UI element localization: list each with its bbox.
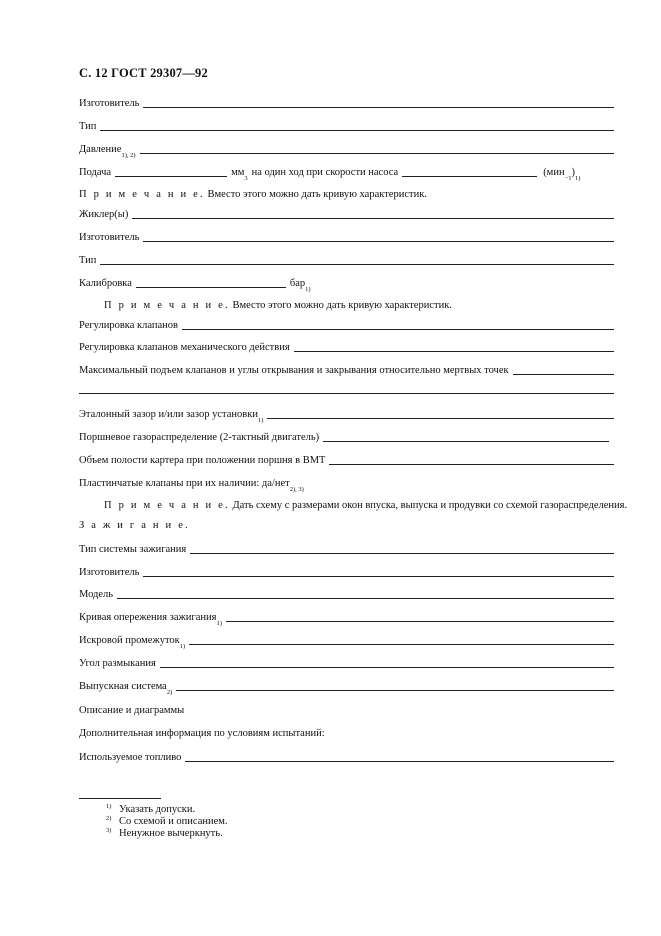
field-description bbox=[79, 699, 614, 717]
field-fuel bbox=[79, 746, 614, 764]
blank-line[interactable] bbox=[294, 351, 614, 352]
section-title: З а ж и г а н и е. bbox=[79, 520, 190, 531]
blank-line[interactable] bbox=[176, 690, 614, 691]
page-header: С. 12 ГОСТ 29307—92 bbox=[79, 66, 208, 80]
note-label: П р и м е ч а н и е. bbox=[104, 300, 230, 311]
blank-line[interactable] bbox=[140, 153, 614, 154]
field-manufacturer bbox=[79, 92, 614, 110]
field-additional-info bbox=[79, 722, 614, 740]
field-label: Изготовитель bbox=[79, 232, 140, 243]
field-dwell-angle bbox=[79, 652, 614, 670]
field-label: Жиклер(ы) bbox=[79, 209, 129, 220]
field-type bbox=[79, 115, 614, 133]
field-label: Калибровка bbox=[79, 278, 132, 289]
blank-line[interactable] bbox=[117, 598, 614, 599]
field-pressure: Давление 1), 2) bbox=[79, 138, 614, 156]
field-label: Регулировка клапанов механического действия bbox=[79, 342, 290, 353]
field-model bbox=[79, 583, 614, 601]
blank-line[interactable] bbox=[189, 644, 614, 645]
field-label: Модель bbox=[79, 589, 114, 600]
blank-line[interactable] bbox=[182, 329, 614, 330]
field-type-2 bbox=[79, 249, 614, 267]
blank-line[interactable] bbox=[267, 418, 614, 419]
blank-line[interactable] bbox=[100, 130, 614, 131]
unit-min: (мин bbox=[543, 167, 565, 178]
field-jets bbox=[79, 203, 614, 221]
field-reed-valves: Пластинчатые клапаны при их наличии: да/нет 2), 3) bbox=[79, 478, 304, 493]
blank-line[interactable] bbox=[329, 464, 614, 465]
blank-line[interactable] bbox=[190, 553, 614, 554]
field-max-lift bbox=[79, 359, 614, 377]
blank-line[interactable] bbox=[143, 241, 614, 242]
note-3 bbox=[104, 494, 628, 512]
field-label: Изготовитель bbox=[79, 567, 140, 578]
blank-line[interactable] bbox=[402, 176, 537, 177]
field-label: Эталонный зазор и/или зазор установки bbox=[79, 409, 258, 420]
field-label: Используемое топливо bbox=[79, 752, 182, 763]
blank-line[interactable] bbox=[226, 621, 614, 622]
field-label: Изготовитель bbox=[79, 98, 140, 109]
blank-line[interactable] bbox=[100, 264, 614, 265]
footnote-text: Со схемой и описанием. bbox=[119, 816, 228, 827]
note-2 bbox=[104, 294, 639, 312]
footnote-number: 1) bbox=[106, 803, 112, 810]
footnote-rule bbox=[79, 798, 161, 799]
blank-line[interactable] bbox=[185, 761, 614, 762]
field-label: Пластинчатые клапаны при их наличии: да/нет bbox=[79, 478, 290, 489]
field-valve-adjustment bbox=[79, 314, 614, 332]
blank-line-full[interactable] bbox=[79, 393, 614, 394]
footnote-text: Указать допуски. bbox=[119, 804, 196, 815]
note-1 bbox=[79, 183, 614, 201]
field-label: Регулировка клапанов bbox=[79, 320, 178, 331]
field-manufacturer-2 bbox=[79, 226, 614, 244]
field-label: Кривая опережения зажигания bbox=[79, 612, 217, 623]
unit-mm: мм bbox=[231, 167, 245, 178]
blank-line[interactable] bbox=[323, 441, 609, 442]
note-label: П р и м е ч а н и е. bbox=[104, 500, 230, 511]
footnote-number: 2) bbox=[106, 815, 112, 822]
blank-line[interactable] bbox=[143, 107, 614, 108]
field-label: Искровой промежуток bbox=[79, 635, 180, 646]
field-spark-gap: Искровой промежуток 1) bbox=[79, 629, 614, 647]
blank-line[interactable] bbox=[513, 374, 614, 375]
field-label: Тип системы зажигания bbox=[79, 544, 187, 555]
field-advance-curve: Кривая опережения зажигания 1) bbox=[79, 606, 614, 624]
field-exhaust: Выпускная система 2) bbox=[79, 675, 614, 693]
unit-close: ) bbox=[571, 167, 575, 178]
field-label: Объем полости картера при положении поршня в ВМТ bbox=[79, 455, 326, 466]
note-text: Вместо этого можно дать кривую характеристик. bbox=[207, 189, 427, 200]
field-manufacturer-3 bbox=[79, 561, 614, 579]
field-label: Тип bbox=[79, 255, 97, 266]
field-label: Давление bbox=[79, 144, 122, 155]
blank-line[interactable] bbox=[136, 287, 286, 288]
blank-line[interactable] bbox=[115, 176, 227, 177]
field-reference-clearance: Эталонный зазор и/или зазор установки 1) bbox=[79, 403, 614, 421]
field-label: Угол размыкания bbox=[79, 658, 156, 669]
field-label: Дополнительная информация по условиям испытаний: bbox=[79, 728, 325, 739]
footnote-text: Ненужное вычеркнуть. bbox=[119, 828, 223, 839]
blank-line[interactable] bbox=[132, 218, 614, 219]
blank-line[interactable] bbox=[160, 667, 614, 668]
unit-bar: бар bbox=[289, 278, 306, 289]
field-label: Тип bbox=[79, 121, 97, 132]
field-calibration: Калибровка бар 1) bbox=[79, 278, 311, 293]
field-valve-adjustment-mech bbox=[79, 336, 614, 354]
field-label: Подача bbox=[79, 167, 112, 178]
section-ignition bbox=[79, 514, 614, 532]
field-piston-timing bbox=[79, 426, 609, 444]
field-label: Поршневое газораспределение (2-тактный двигатель) bbox=[79, 432, 320, 443]
field-delivery: Подача мм 3 на один ход при скорости насоса (мин −1 ) 1) bbox=[79, 167, 581, 182]
field-text: на один ход при скорости насоса bbox=[251, 167, 399, 178]
blank-line[interactable] bbox=[143, 576, 614, 577]
field-crankcase-volume bbox=[79, 449, 614, 467]
footnote-3 bbox=[106, 825, 223, 840]
field-label: Максимальный подъем клапанов и углы открывания и закрывания относительно мертвых точек bbox=[79, 365, 509, 376]
footnote-number: 3) bbox=[106, 827, 112, 834]
field-label: Описание и диаграммы bbox=[79, 705, 185, 716]
field-ignition-type bbox=[79, 538, 614, 556]
note-text: Дать схему с размерами окон впуска, выпуска и продувки со схемой газораспределения. bbox=[232, 500, 628, 511]
note-label: П р и м е ч а н и е. bbox=[79, 189, 205, 200]
field-label: Выпускная система bbox=[79, 681, 167, 692]
note-text: Вместо этого можно дать кривую характеристик. bbox=[232, 300, 452, 311]
